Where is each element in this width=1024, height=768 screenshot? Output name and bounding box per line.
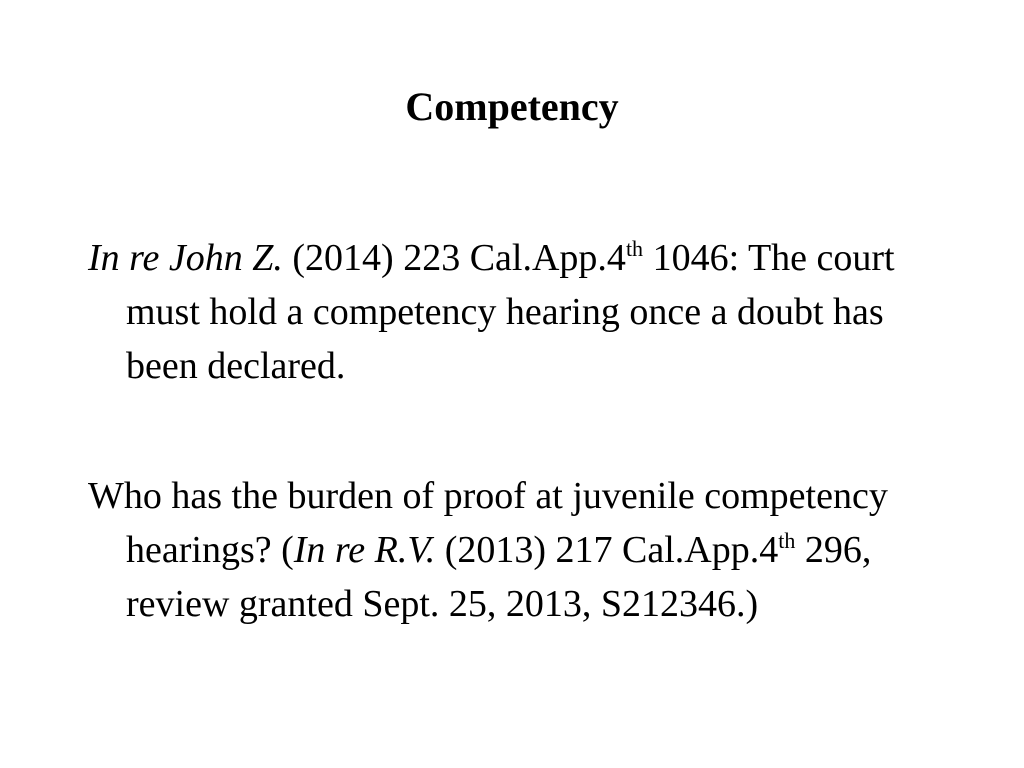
superscript-th: th [625, 236, 644, 261]
citation-john-z-part2: 1046: [643, 237, 740, 279]
citation-r-v-part2: 296, review granted Sept. 25, 2013, S212346.) [126, 529, 872, 625]
case-name-r-v: In re R.V. [293, 529, 436, 571]
paragraph-burden-of-proof [88, 469, 928, 631]
citation-r-v-part1: (2013) 217 Cal.App.4 [435, 529, 779, 571]
burden-question: Who has the burden of proof at juvenile competency hearings? ( [88, 475, 888, 571]
holding-john-z: The court must hold a competency hearing once a doubt has been declared. [126, 237, 895, 387]
citation-john-z-part1: (2014) 223 Cal.App.4 [282, 237, 626, 279]
case-name-john-z: In re John Z. [88, 237, 283, 279]
slide-title: Competency [405, 84, 619, 129]
superscript-th: th [778, 528, 796, 553]
paragraph-john-z [88, 231, 928, 393]
